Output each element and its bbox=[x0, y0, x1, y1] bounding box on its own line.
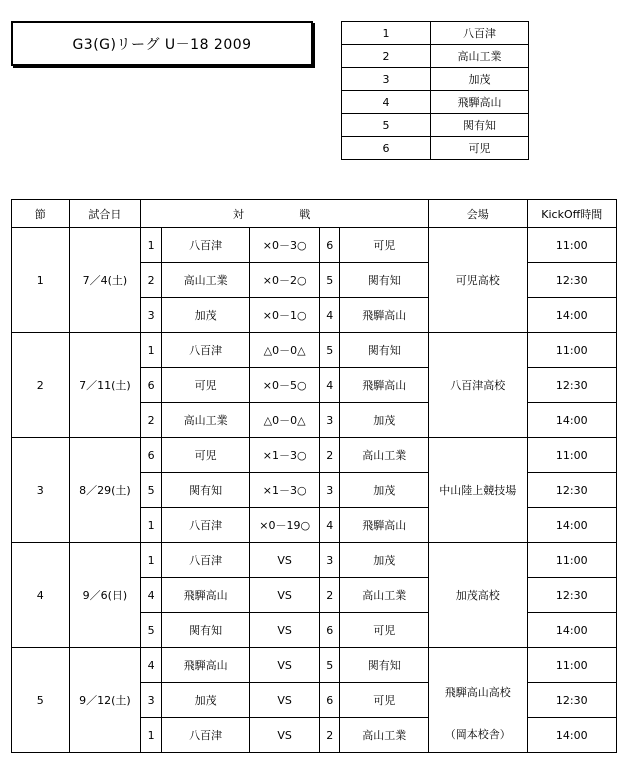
team-list-row bbox=[342, 45, 529, 68]
home-team-number: 1 bbox=[141, 228, 162, 263]
home-team-number: 5 bbox=[141, 473, 162, 508]
kickoff-time: 14:00 bbox=[527, 403, 616, 438]
match-venue bbox=[428, 438, 527, 543]
kickoff-time: 12:30 bbox=[527, 263, 616, 298]
away-team-name: 関有知 bbox=[340, 263, 429, 298]
away-team-number: 3 bbox=[319, 473, 340, 508]
home-team-name: 高山工業 bbox=[161, 403, 250, 438]
match-row bbox=[12, 438, 617, 473]
venue-name: 中山陸上競技場 bbox=[439, 484, 517, 497]
round-number: 5 bbox=[12, 648, 70, 753]
kickoff-time: 14:00 bbox=[527, 613, 616, 648]
team-name: 可児 bbox=[431, 137, 529, 160]
away-team-name: 飛騨高山 bbox=[340, 298, 429, 333]
away-team-number: 2 bbox=[319, 718, 340, 753]
match-venue bbox=[428, 228, 527, 333]
away-team-name: 高山工業 bbox=[340, 718, 429, 753]
team-list-row bbox=[342, 114, 529, 137]
away-team-name: 関有知 bbox=[340, 333, 429, 368]
home-team-number: 1 bbox=[141, 333, 162, 368]
team-list-row bbox=[342, 68, 529, 91]
match-score: ×0－2○ bbox=[250, 263, 320, 298]
home-team-name: 八百津 bbox=[161, 508, 250, 543]
match-score: ×0－5○ bbox=[250, 368, 320, 403]
kickoff-time: 12:30 bbox=[527, 473, 616, 508]
away-team-name: 高山工業 bbox=[340, 438, 429, 473]
home-team-number: 2 bbox=[141, 263, 162, 298]
match-row bbox=[12, 648, 617, 683]
home-team-number: 4 bbox=[141, 648, 162, 683]
home-team-name: 加茂 bbox=[161, 683, 250, 718]
home-team-number: 1 bbox=[141, 718, 162, 753]
away-team-name: 可児 bbox=[340, 613, 429, 648]
kickoff-time: 12:30 bbox=[527, 683, 616, 718]
match-date: 7／11(土) bbox=[69, 333, 141, 438]
home-team-number: 2 bbox=[141, 403, 162, 438]
match-row bbox=[12, 228, 617, 263]
header-matchup-label: 対 戦 bbox=[232, 207, 337, 221]
venue-name: 八百津高校 bbox=[450, 379, 506, 392]
match-score: △0－0△ bbox=[250, 333, 320, 368]
away-team-number: 6 bbox=[319, 228, 340, 263]
kickoff-time: 11:00 bbox=[527, 333, 616, 368]
home-team-name: 飛騨高山 bbox=[161, 578, 250, 613]
home-team-number: 5 bbox=[141, 613, 162, 648]
away-team-number: 5 bbox=[319, 648, 340, 683]
header-date: 試合日 bbox=[69, 200, 141, 228]
document-title: G3(G)リーグ U－18 2009 bbox=[11, 21, 313, 66]
home-team-name: 八百津 bbox=[161, 228, 250, 263]
home-team-number: 6 bbox=[141, 368, 162, 403]
home-team-name: 八百津 bbox=[161, 333, 250, 368]
match-score: VS bbox=[250, 613, 320, 648]
away-team-name: 可児 bbox=[340, 683, 429, 718]
match-venue bbox=[428, 333, 527, 438]
away-team-name: 高山工業 bbox=[340, 578, 429, 613]
home-team-name: 高山工業 bbox=[161, 263, 250, 298]
away-team-name: 飛騨高山 bbox=[340, 368, 429, 403]
round-number: 2 bbox=[12, 333, 70, 438]
match-date: 9／12(土) bbox=[69, 648, 141, 753]
home-team-name: 関有知 bbox=[161, 473, 250, 508]
match-venue bbox=[428, 543, 527, 648]
away-team-number: 5 bbox=[319, 333, 340, 368]
home-team-name: 飛騨高山 bbox=[161, 648, 250, 683]
venue-name: 加茂高校 bbox=[455, 589, 500, 602]
schedule-header-row bbox=[12, 200, 617, 228]
away-team-number: 2 bbox=[319, 438, 340, 473]
match-date: 7／4(土) bbox=[69, 228, 141, 333]
away-team-name: 加茂 bbox=[340, 473, 429, 508]
venue-name: 可児高校 bbox=[455, 274, 500, 287]
header-venue: 会場 bbox=[428, 200, 527, 228]
team-number: 3 bbox=[342, 68, 431, 91]
away-team-number: 4 bbox=[319, 298, 340, 333]
away-team-number: 2 bbox=[319, 578, 340, 613]
match-score: △0－0△ bbox=[250, 403, 320, 438]
match-score: VS bbox=[250, 648, 320, 683]
team-number: 6 bbox=[342, 137, 431, 160]
match-score: ×1－3○ bbox=[250, 473, 320, 508]
header-matchup bbox=[141, 200, 429, 228]
header-kickoff: KickOff時間 bbox=[527, 200, 616, 228]
kickoff-time: 11:00 bbox=[527, 648, 616, 683]
match-row bbox=[12, 543, 617, 578]
team-list-row bbox=[342, 91, 529, 114]
kickoff-time: 11:00 bbox=[527, 228, 616, 263]
kickoff-time: 14:00 bbox=[527, 508, 616, 543]
match-score: VS bbox=[250, 543, 320, 578]
team-list-table bbox=[341, 21, 529, 160]
team-list-row bbox=[342, 22, 529, 45]
away-team-number: 6 bbox=[319, 613, 340, 648]
home-team-name: 可児 bbox=[161, 368, 250, 403]
away-team-name: 加茂 bbox=[340, 543, 429, 578]
match-score: ×1－3○ bbox=[250, 438, 320, 473]
team-name: 加茂 bbox=[431, 68, 529, 91]
schedule-body bbox=[12, 228, 617, 753]
team-list-row bbox=[342, 137, 529, 160]
home-team-name: 関有知 bbox=[161, 613, 250, 648]
home-team-name: 可児 bbox=[161, 438, 250, 473]
home-team-number: 1 bbox=[141, 543, 162, 578]
team-number: 5 bbox=[342, 114, 431, 137]
header-setsu: 節 bbox=[12, 200, 70, 228]
away-team-number: 4 bbox=[319, 508, 340, 543]
team-number: 1 bbox=[342, 22, 431, 45]
away-team-name: 可児 bbox=[340, 228, 429, 263]
away-team-number: 4 bbox=[319, 368, 340, 403]
team-name: 飛騨高山 bbox=[431, 91, 529, 114]
venue-name: 飛騨高山高校 bbox=[444, 686, 511, 699]
away-team-name: 加茂 bbox=[340, 403, 429, 438]
away-team-number: 3 bbox=[319, 403, 340, 438]
match-score: ×0－1○ bbox=[250, 298, 320, 333]
match-date: 8／29(土) bbox=[69, 438, 141, 543]
round-number: 3 bbox=[12, 438, 70, 543]
kickoff-time: 14:00 bbox=[527, 298, 616, 333]
team-name: 八百津 bbox=[431, 22, 529, 45]
match-score: VS bbox=[250, 683, 320, 718]
home-team-name: 加茂 bbox=[161, 298, 250, 333]
match-score: ×0－3○ bbox=[250, 228, 320, 263]
away-team-number: 3 bbox=[319, 543, 340, 578]
home-team-name: 八百津 bbox=[161, 543, 250, 578]
home-team-number: 3 bbox=[141, 298, 162, 333]
match-row bbox=[12, 333, 617, 368]
kickoff-time: 11:00 bbox=[527, 438, 616, 473]
team-number: 4 bbox=[342, 91, 431, 114]
team-name: 関有知 bbox=[431, 114, 529, 137]
kickoff-time: 11:00 bbox=[527, 543, 616, 578]
away-team-name: 関有知 bbox=[340, 648, 429, 683]
match-score: VS bbox=[250, 718, 320, 753]
match-date: 9／6(日) bbox=[69, 543, 141, 648]
kickoff-time: 12:30 bbox=[527, 368, 616, 403]
away-team-number: 6 bbox=[319, 683, 340, 718]
round-number: 1 bbox=[12, 228, 70, 333]
team-name: 高山工業 bbox=[431, 45, 529, 68]
home-team-number: 1 bbox=[141, 508, 162, 543]
match-venue bbox=[428, 648, 527, 753]
home-team-name: 八百津 bbox=[161, 718, 250, 753]
away-team-name: 飛騨高山 bbox=[340, 508, 429, 543]
venue-subname: （岡本校舎） bbox=[444, 728, 511, 741]
match-score: ×0－19○ bbox=[250, 508, 320, 543]
team-number: 2 bbox=[342, 45, 431, 68]
home-team-number: 3 bbox=[141, 683, 162, 718]
match-score: VS bbox=[250, 578, 320, 613]
kickoff-time: 12:30 bbox=[527, 578, 616, 613]
away-team-number: 5 bbox=[319, 263, 340, 298]
round-number: 4 bbox=[12, 543, 70, 648]
home-team-number: 6 bbox=[141, 438, 162, 473]
schedule-table bbox=[11, 199, 617, 753]
kickoff-time: 14:00 bbox=[527, 718, 616, 753]
home-team-number: 4 bbox=[141, 578, 162, 613]
